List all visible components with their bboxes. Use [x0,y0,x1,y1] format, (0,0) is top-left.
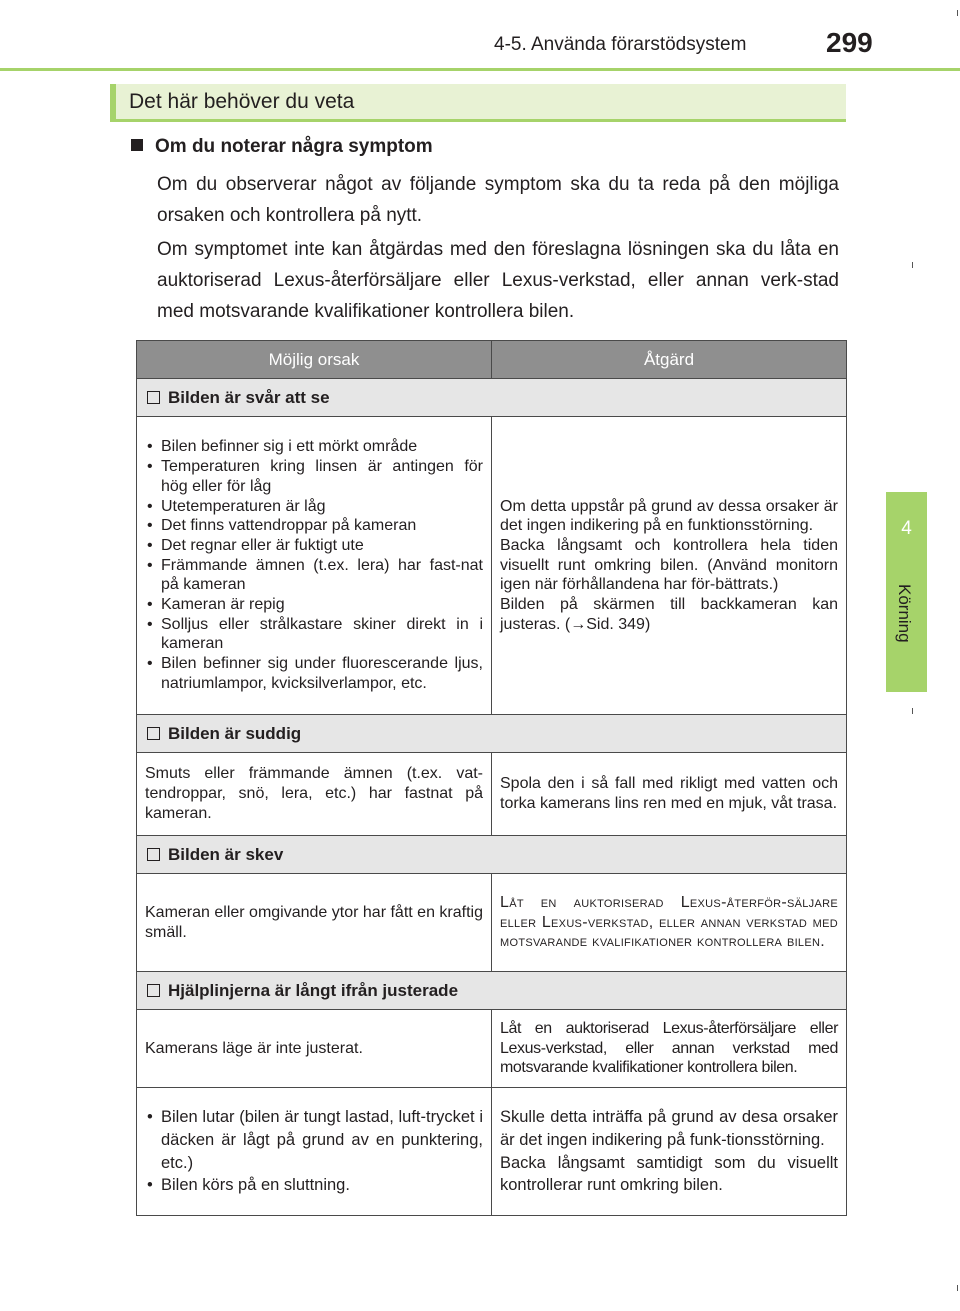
cause-list [145,437,483,693]
action-text: Backa långsamt och kontrollera hela tiden visuellt runt omkring bilen. (Använd monitorn igen när förhållandena har för-bättrats.) [500,536,838,594]
chapter-label: Körning [895,584,914,643]
group-title: Bilden är skev [168,844,284,864]
chapter-number: 4 [901,518,912,539]
action-cell: Låt en auktoriserad Lexus-återför-säljare eller Lexus-verkstad, eller annan verkstad med motsvarande kvalifikationer kontrollera bilen. [492,874,847,972]
table-row [137,874,847,972]
group-title: Hjälplinjerna är långt ifrån justerade [168,980,459,1000]
list-item: • Bilen lutar (bilen är tungt lastad, luft-trycket i däcken är lågt på grund av en punktering, etc.) [145,1106,483,1174]
list-item: • Bilen körs på en sluttning. [145,1174,483,1197]
group-row [137,715,847,753]
cause-cell: Kamerans läge är inte justerat. [137,1010,492,1088]
troubleshooting-table [136,340,847,1216]
table-row [137,753,847,836]
action-cell: Spola den i så fall med rikligt med vatten och torka kamerans lins ren med en mjuk, våt trasa. [492,753,847,836]
list-item: • Solljus eller strålkastare skiner direkt in i kameran [145,615,483,654]
info-heading-bar [110,84,116,119]
checkbox-icon [147,391,160,404]
crop-mark [957,1285,958,1291]
column-header-action: Åtgärd [492,341,847,379]
symptoms-heading [131,136,433,158]
list-item: • Bilen befinner sig under fluorescerande ljus, natriumlampor, kvicksilverlampor, etc. [145,654,483,693]
group-title-cell [137,379,847,417]
section-title: 4-5. Använda förarstödsystem [494,34,747,55]
cause-cell: Smuts eller främmande ämnen (t.ex. vat-tendroppar, snö, lera, etc.) har fastnat på kameran. [137,753,492,836]
group-title-cell [137,972,847,1010]
list-item: • Kameran är repig [145,595,483,615]
action-cell [492,417,847,715]
group-row [137,972,847,1010]
symptoms-paragraph-1: Om du observerar något av följande symptom ska du ta reda på den möjliga orsaken och kontrollera på nytt. [157,174,839,226]
checkbox-icon [147,727,160,740]
list-item: • Det finns vattendroppar på kameran [145,516,483,536]
action-text: Skulle detta inträffa på grund av desa orsaker är det ingen indikering på funk-tionsstörning. [500,1108,838,1149]
action-text: Backa långsamt samtidigt som du visuellt kontrollerar runt omkring bilen. [500,1153,838,1195]
list-item: • Bilen befinner sig i ett mörkt område [145,437,483,457]
square-bullet-icon [131,139,143,151]
group-row [137,836,847,874]
cause-list [145,1106,483,1196]
info-heading-title: Det här behöver du veta [129,90,355,113]
group-row [137,379,847,417]
symptoms-heading-text: Om du noterar några symptom [155,136,433,157]
crop-mark [957,10,958,16]
action-text: Om detta uppstår på grund av dessa orsaker är det ingen indikering på en funktionsstörning. [500,497,838,535]
cause-cell [137,417,492,715]
action-cell: Låt en auktoriserad Lexus-återförsäljare eller Lexus-verkstad, eller annan verkstad med motsvarande kvalifikationer kontrollera bilen. [492,1010,847,1088]
list-item: • Temperaturen kring linsen är antingen för hög eller för låg [145,457,483,496]
cause-cell [137,1088,492,1216]
group-title: Bilden är svår att se [168,387,330,407]
table-row [137,417,847,715]
cause-cell: Kameran eller omgivande ytor har fått en kraftig smäll. [137,874,492,972]
crop-mark [912,708,913,714]
table-row [137,1010,847,1088]
header-rule [0,68,960,71]
table-header-row [137,341,847,379]
table-row [137,1088,847,1216]
group-title-cell [137,836,847,874]
list-item: • Utetemperaturen är låg [145,497,483,517]
checkbox-icon [147,984,160,997]
info-heading-box [110,84,846,122]
column-header-cause: Möjlig orsak [137,341,492,379]
crop-mark [912,262,913,268]
action-text: Bilden på skärmen till backkameran kan justeras. (→Sid. 349) [500,596,838,633]
group-title-cell [137,715,847,753]
checkbox-icon [147,848,160,861]
chapter-label-wrap [886,492,927,692]
action-cell [492,1088,847,1216]
group-title: Bilden är suddig [168,723,302,743]
list-item: • Det regnar eller är fuktigt ute [145,536,483,556]
list-item: • Främmande ämnen (t.ex. lera) har fast-nat på kameran [145,556,483,595]
symptoms-paragraph-2: Om symptomet inte kan åtgärdas med den föreslagna lösningen ska du låta en auktoriserad Lexus-återförsäljare eller Lexus-verkstad, eller annan verk-stad med motsvarande kvalifikationer kontrollera bilen. [157,239,839,322]
page-number: 299 [826,27,873,58]
